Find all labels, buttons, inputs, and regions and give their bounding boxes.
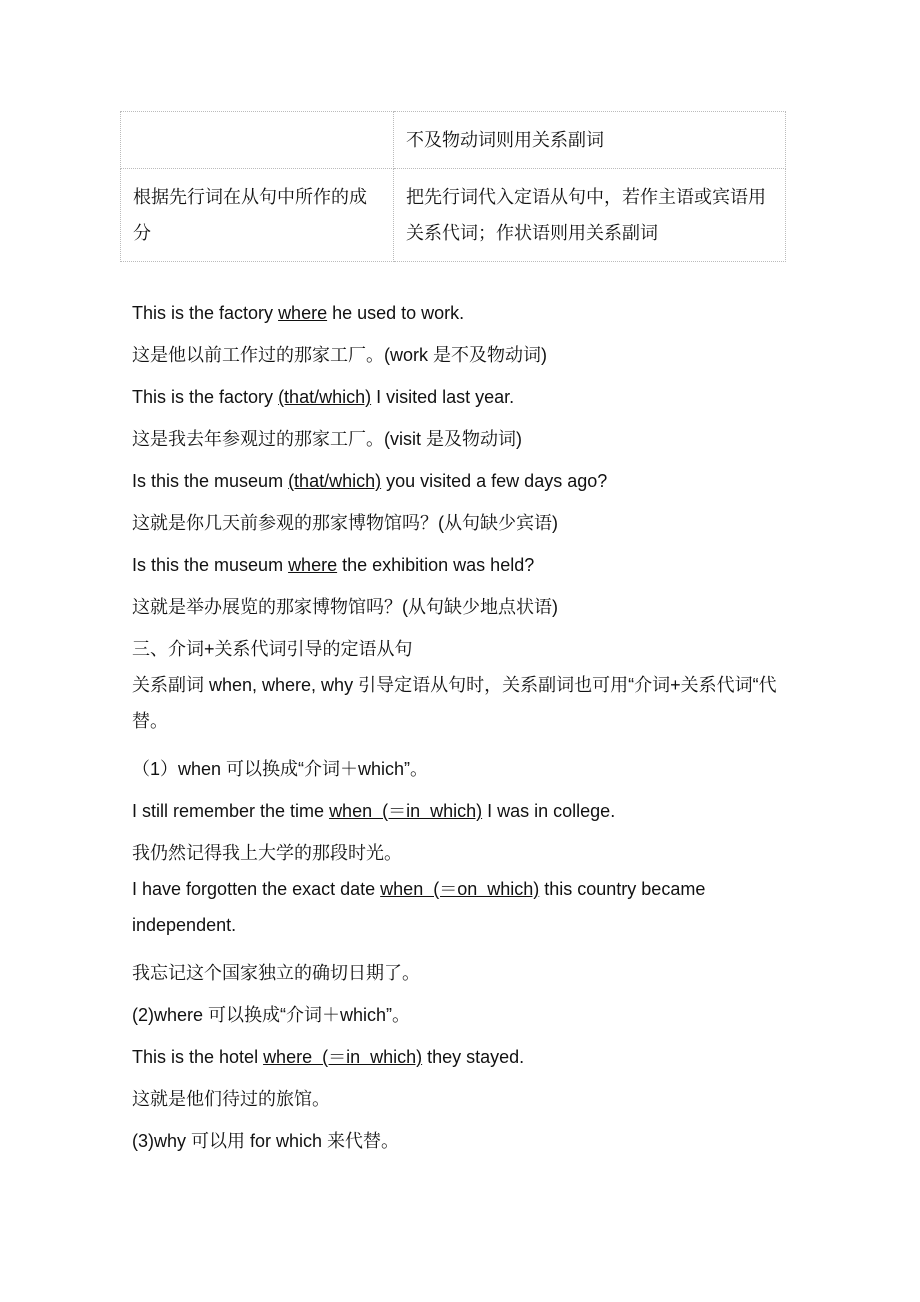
underlined-term: where	[278, 303, 328, 323]
paragraph-line	[132, 871, 792, 943]
text-segment: I visited last year.	[371, 387, 515, 407]
paragraph-line	[132, 1045, 524, 1069]
paragraph-line	[132, 1129, 399, 1153]
comparison-table	[120, 111, 786, 262]
paragraph-line	[132, 469, 607, 493]
paragraph-line	[132, 757, 428, 781]
text-segment: 三、介词+关系代词引导的定语从句	[132, 639, 413, 659]
underlined-term: where	[288, 555, 338, 575]
paragraph-line	[132, 385, 514, 409]
text-segment: 这是他以前工作过的那家工厂。(work 是不及物动词)	[132, 345, 547, 365]
table-row	[121, 169, 786, 262]
paragraph-line	[132, 841, 402, 865]
text-segment: you visited a few days ago?	[381, 471, 608, 491]
text-segment: 这就是他们待过的旅馆。	[132, 1089, 330, 1109]
underlined-term: when (＝on which)	[380, 879, 540, 899]
paragraph-line	[132, 427, 522, 451]
text-segment: This is the factory	[132, 387, 279, 407]
text-segment: the exhibition was held?	[337, 555, 535, 575]
text-segment: Is this the museum	[132, 555, 289, 575]
table-cell: 不及物动词则用关系副词	[394, 112, 786, 169]
underlined-term: (that/which)	[288, 471, 382, 491]
paragraph-line	[132, 553, 534, 577]
paragraph-line	[132, 667, 792, 739]
text-segment: this country became independent.	[132, 879, 706, 935]
table-cell	[121, 112, 394, 169]
paragraph-line	[132, 961, 420, 985]
table-cell: 把先行词代入定语从句中，若作主语或宾语用关系代词；作状语则用关系副词	[394, 169, 786, 262]
text-segment: This is the hotel	[132, 1047, 264, 1067]
text-segment: Is this the museum	[132, 471, 289, 491]
text-segment: I have forgotten the exact date	[132, 879, 381, 899]
text-segment: he used to work.	[327, 303, 465, 323]
text-segment: (2)where 可以换成“介词＋which”。	[132, 1005, 411, 1025]
text-segment: I still remember the time	[132, 801, 330, 821]
paragraph-line	[132, 1003, 410, 1027]
underlined-term: (that/which)	[278, 387, 372, 407]
text-segment: (3)why 可以用 for which 来代替。	[132, 1131, 400, 1151]
paragraph-line	[132, 301, 464, 325]
text-segment: 这就是你几天前参观的那家博物馆吗？(从句缺少宾语)	[132, 513, 558, 533]
text-segment: 我仍然记得我上大学的那段时光。	[132, 843, 402, 863]
table-row	[121, 112, 786, 169]
underlined-term: when (＝in which)	[329, 801, 483, 821]
paragraph-line	[132, 595, 558, 619]
text-segment: they stayed.	[422, 1047, 525, 1067]
text-segment: 我忘记这个国家独立的确切日期了。	[132, 963, 420, 983]
paragraph-line	[132, 637, 413, 661]
paragraph-line	[132, 343, 547, 367]
table-cell: 根据先行词在从句中所作的成分	[121, 169, 394, 262]
text-segment: （1）when 可以换成“介词＋which”。	[132, 759, 429, 779]
text-segment: 这就是举办展览的那家博物馆吗？(从句缺少地点状语)	[132, 597, 558, 617]
text-segment: 这是我去年参观过的那家工厂。(visit 是及物动词)	[132, 429, 522, 449]
paragraph-line	[132, 511, 558, 535]
underlined-term: where (＝in which)	[263, 1047, 423, 1067]
paragraph-line	[132, 1087, 330, 1111]
paragraph-line	[132, 799, 615, 823]
text-segment: This is the factory	[132, 303, 279, 323]
text-segment: I was in college.	[482, 801, 616, 821]
text-segment: 关系副词 when, where, why 引导定语从句时，关系副词也可用“介词+关系代词“代替。	[132, 675, 777, 731]
